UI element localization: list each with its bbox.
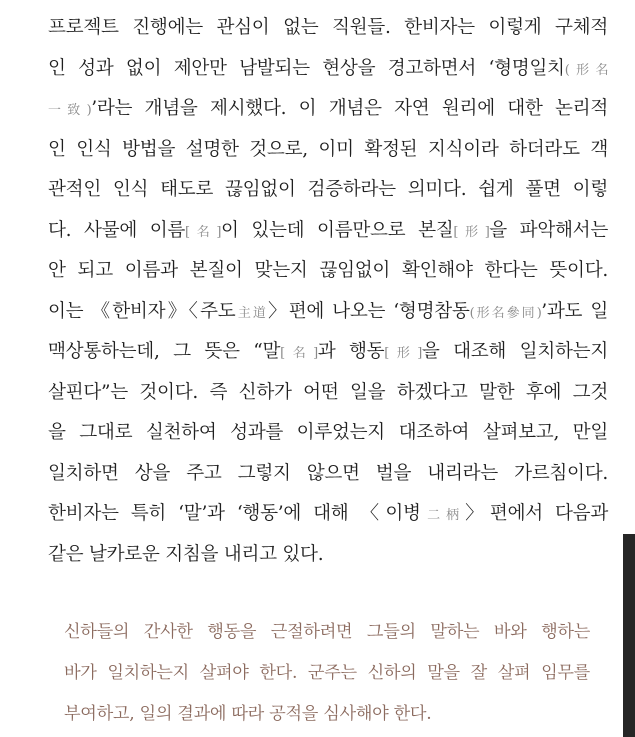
- text-line: [48, 211, 608, 252]
- text-run: 인 인식 방법을 설명한 것으로, 이미 확정된 지식이라 하더라도 객: [48, 138, 608, 160]
- text-run: 한비자는 특히 ‘말’과 ‘행동’에 대해 〈이병: [48, 503, 421, 524]
- text-run: 맥상통하는데, 그 뜻은 “말: [48, 341, 281, 362]
- text-line: [48, 373, 608, 414]
- hanja-gloss: [名]: [185, 224, 221, 240]
- quote-line: 바가 일치하는지 살펴야 한다. 군주는 신하의 말을 잘 살펴 임무를: [64, 663, 590, 683]
- text-line: [48, 494, 608, 535]
- hanja-gloss: [形]: [384, 346, 422, 361]
- hanja-gloss: 一致): [48, 103, 92, 118]
- text-run: 과 행동: [317, 341, 385, 362]
- text-run: 이 있는데 이름만으로 본질: [220, 219, 454, 241]
- text-line: [48, 170, 608, 211]
- text-run: 안 되고 이름과 본질이 맞는지 끊임없이 확인해야 한다는 뜻이다.: [48, 260, 608, 281]
- text-run: ’과도 일: [541, 300, 608, 322]
- text-line: [48, 292, 608, 333]
- quote-line: 신하들의 간사한 행동을 근절하려면 그들의 말하는 바와 행하는: [64, 622, 590, 642]
- text-run: 〉편에 나오는 ‘형명참동: [267, 300, 470, 322]
- text-run: 같은 날카로운 지침을 내리고 있다.: [48, 543, 324, 565]
- hanja-gloss: 二柄: [420, 508, 466, 523]
- text-line: [48, 332, 608, 373]
- block-quote: [64, 612, 590, 735]
- hanja-gloss: [形]: [453, 224, 490, 240]
- text-line: [48, 130, 608, 171]
- quote-line: 부여하고, 일의 결과에 따라 공적을 심사해야 한다.: [64, 704, 432, 724]
- text-run: 이는 《한비자》〈주도: [48, 300, 236, 322]
- body-paragraphs: [48, 8, 608, 575]
- hanja-gloss: (形名: [564, 62, 608, 78]
- text-run: 인 성과 없이 제안만 남발되는 현상을 경고하면서 ‘형명일치: [48, 57, 565, 79]
- text-run: 살핀다”는 것이다. 즉 신하가 어떤 일을 하겠다고 말한 후에 그것: [48, 381, 608, 403]
- text-run: 을 그대로 실천하여 성과를 이루었는지 대조하여 살펴보고, 만일: [48, 422, 608, 443]
- hanja-gloss: [名]: [280, 346, 318, 361]
- page-edge-bar: [623, 534, 635, 737]
- text-line: [48, 454, 608, 495]
- text-run: 을 대조해 일치하는지: [421, 341, 608, 362]
- text-line: [48, 49, 608, 90]
- text-run: 〉편에서 다음과: [465, 503, 608, 524]
- text-line: [48, 535, 608, 576]
- text-run: 관적인 인식 태도로 끊임없이 검증하라는 의미다. 쉽게 풀면 이렇: [48, 179, 608, 200]
- text-run: 일치하면 상을 주고 그렇지 않으면 벌을 내리라는 가르침이다.: [48, 462, 608, 484]
- hanja-gloss: 主道: [235, 305, 268, 321]
- text-line: [48, 8, 608, 49]
- text-run: 프로젝트 진행에는 관심이 없는 직원들. 한비자는 이렇게 구체적: [48, 17, 608, 38]
- text-line: [48, 89, 608, 130]
- text-run: 다. 사물에 이름: [48, 219, 186, 241]
- text-run: 을 파악해서는: [489, 219, 608, 241]
- text-line: [48, 251, 608, 292]
- hanja-gloss: (形名參同): [469, 305, 542, 321]
- text-run: ’라는 개념을 제시했다. 이 개념은 자연 원리에 대한 논리적: [91, 98, 608, 119]
- text-line: [48, 413, 608, 454]
